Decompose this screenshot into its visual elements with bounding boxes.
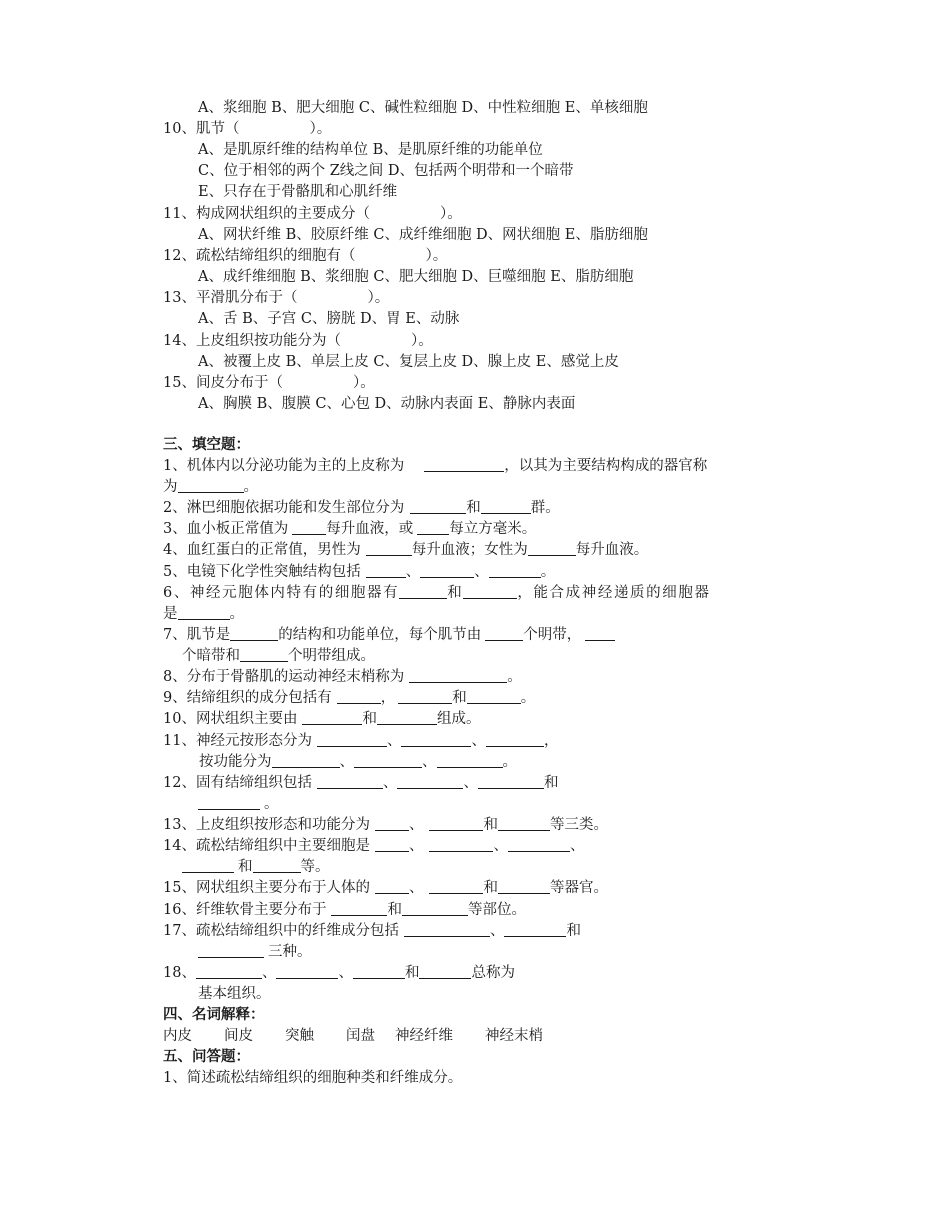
fill-5: 5、电镜下化学性突触结构包括 、 、 。 bbox=[163, 564, 556, 580]
fill-14-line-2: 和 等。 bbox=[182, 857, 330, 877]
fill-1-line-1: 1、机体内以分泌功能为主的上皮称为 ，以其为主要结构构成的器官称 bbox=[163, 458, 708, 474]
fill-7-line-2: 个暗带和 个明带组成。 bbox=[182, 648, 375, 664]
q10-stem: 10、肌节（ ）。 bbox=[163, 121, 332, 137]
fill-13: 13、上皮组织按形态和功能分为 、 和 等三类。 bbox=[163, 817, 608, 833]
q10-options-3: E、只存在于骨骼肌和心肌纤维 bbox=[198, 184, 398, 200]
q9-options: A、浆细胞 B、肥大细胞 C、碱性粒细胞 D、中性粒细胞 E、单核细胞 bbox=[198, 100, 648, 116]
section3-heading: 三、填空题： bbox=[163, 436, 250, 453]
q11-stem: 11、构成网状组织的主要成分（ ）。 bbox=[163, 206, 462, 222]
fill-7-line-1: 7、肌节是 的结构和功能单位，每个肌节由 个明带， bbox=[163, 625, 615, 645]
section5-heading: 五、问答题： bbox=[163, 1048, 250, 1065]
fill-10: 10、网状组织主要由 和 组成。 bbox=[163, 711, 481, 727]
fill-17-line-1: 17、疏松结缔组织中的纤维成分包括 、 和 bbox=[163, 923, 581, 939]
q15-stem: 15、间皮分布于（ ）。 bbox=[163, 375, 375, 391]
q13-stem: 13、平滑肌分布于（ ）。 bbox=[163, 290, 390, 306]
fill-1-line-2: 为 。 bbox=[163, 479, 258, 495]
term-item: 内皮 bbox=[163, 1028, 192, 1044]
fill-15: 15、网状组织主要分布于人体的 、 和 等器官。 bbox=[163, 880, 608, 896]
q14-options: A、被覆上皮 B、单层上皮 C、复层上皮 D、腺上皮 E、感觉上皮 bbox=[198, 354, 619, 370]
fill-12-line-1: 12、固有结缔组织包括 、 、 和 bbox=[163, 775, 559, 791]
fill-11-line-2: 按功能分为 、 、 。 bbox=[199, 754, 517, 770]
fill-16: 16、纤维软骨主要分布于 和 等部位。 bbox=[163, 902, 526, 918]
fill-12-line-2: 。 bbox=[198, 794, 279, 814]
q15-options: A、胸膜 B、腹膜 C、心包 D、动脉内表面 E、静脉内表面 bbox=[198, 396, 576, 412]
q14-stem: 14、上皮组织按功能分为（ ）。 bbox=[163, 333, 433, 349]
q10-options-2: C、位于相邻的两个 Z线之间 D、包括两个明带和一个暗带 bbox=[198, 163, 574, 179]
q10-options-1: A、是肌原纤维的结构单位 B、是肌原纤维的功能单位 bbox=[198, 142, 543, 158]
q13-options: A、舌 B、子宫 C、膀胱 D、胃 E、动脉 bbox=[198, 311, 460, 327]
fill-6-line-1: 6、神经元胞体内特有的细胞器有 和 ，能合成神经递质的细胞器 bbox=[163, 585, 711, 601]
section4-heading: 四、名词解释： bbox=[163, 1006, 265, 1023]
terms-list bbox=[163, 1026, 543, 1046]
fill-8: 8、分布于骨骼肌的运动神经末梢称为 。 bbox=[163, 669, 522, 685]
qa-question-1: 1、简述疏松结缔组织的细胞种类和纤维成分。 bbox=[163, 1070, 463, 1086]
fill-4: 4、血红蛋白的正常值，男性为 每升血液；女性为 每升血液。 bbox=[163, 542, 649, 558]
term-item: 间皮 bbox=[224, 1028, 253, 1044]
fill-18-line-1: 18、 、 、 和 总称为 bbox=[163, 965, 515, 981]
term-item: 神经纤维 bbox=[395, 1028, 453, 1044]
fill-9: 9、结缔组织的成分包括有 ， 和 。 bbox=[163, 690, 536, 706]
q12-options: A、成纤维细胞 B、浆细胞 C、肥大细胞 D、巨噬细胞 E、脂肪细胞 bbox=[198, 269, 634, 285]
q11-options: A、网状纤维 B、胶原纤维 C、成纤维细胞 D、网状细胞 E、脂肪细胞 bbox=[198, 227, 648, 243]
fill-17-line-2: 三种。 bbox=[198, 942, 312, 962]
fill-18-line-2: 基本组织。 bbox=[198, 986, 271, 1002]
term-item: 神经末梢 bbox=[485, 1028, 543, 1044]
fill-2: 2、淋巴细胞依据功能和发生部位分为 和 群。 bbox=[163, 500, 560, 516]
term-item: 闰盘 bbox=[346, 1028, 375, 1044]
fill-6-line-2: 是 。 bbox=[163, 606, 244, 622]
fill-3: 3、血小板正常值为 每升血液，或 每立方毫米。 bbox=[163, 521, 537, 537]
fill-14-line-1: 14、疏松结缔组织中主要细胞是 、 、 、 bbox=[163, 838, 585, 854]
term-item: 突触 bbox=[285, 1028, 314, 1044]
q12-stem: 12、疏松结缔组织的细胞有（ ）。 bbox=[163, 248, 448, 264]
fill-11-line-1: 11、神经元按形态分为 、 、 ， bbox=[163, 733, 559, 749]
